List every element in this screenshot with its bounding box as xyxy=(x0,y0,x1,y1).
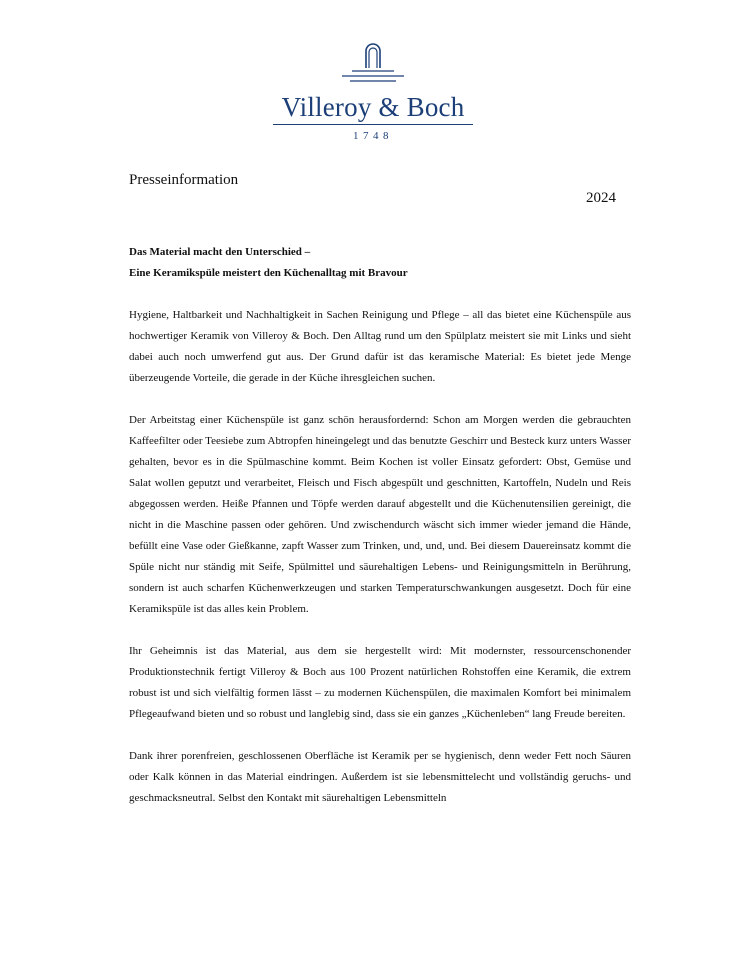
headline-line-1: Das Material macht den Unterschied – xyxy=(129,246,311,258)
headline-line-2: Eine Keramikspüle meistert den Küchenalltag mit Bravour xyxy=(129,267,408,279)
brand-year: 1748 xyxy=(353,130,393,142)
brand-logo xyxy=(0,38,746,142)
headline xyxy=(129,242,629,284)
document-label: Presseinformation xyxy=(129,172,239,188)
paragraph-3: Ihr Geheimnis ist das Material, aus dem sie hergestellt wird: Mit modernster, ressourcenschonender Produktionstechnik fertigt Villeroy & Boch aus 100 Prozent natürlichen Rohstoffen eine Keramik, die extrem robust ist und sich vielfältig formen lässt – zu modernen Küchenspülen, die maximalen Komfort bei minimalem Pflegeaufwand bieten und so robust und langlebig sind, dass sie ein ganzes „Küchenleben“ lang Freude bereiten. xyxy=(129,645,631,720)
fountain-logo-icon xyxy=(328,38,418,88)
paragraph-2: Der Arbeitstag einer Küchenspüle ist ganz schön herausfordernd: Schon am Morgen werden die gebrauchten Kaffeefilter oder Teesiebe zum Abtropfen hineingelegt und das benutzte Geschirr und Besteck kurz unters Wasser gehalten, bevor es in die Spülmaschine kommt. Beim Kochen ist voller Einsatz gefordert: Obst, Gemüse und Salat wollen geputzt und verarbeitet, Fleisch und Fisch abgespült und geschnitten, Kartoffeln, Nudeln und Reis abgegossen werden. Heiße Pfannen und Töpfe werden darauf abgestellt und die Küchenutensilien gereinigt, die nicht in die Maschine passen oder gehören. Und zwischendurch wäscht sich immer wieder jemand die Hände, befüllt eine Vase oder Gießkanne, zapft Wasser zum Trinken, und, und, und. Bei diesem Dauereinsatz kommt die Spüle nicht nur ständig mit Seife, Spülmittel und säurehaltigen Lebens- und Reinigungsmitteln in Berührung, sondern ist auch scharfen Küchenwerkzeugen und starken Temperaturschwankungen ausgesetzt. Doch für eine Keramikspüle ist das alles kein Problem. xyxy=(129,414,631,615)
body-text xyxy=(129,305,631,830)
brand-name: Villeroy & Boch xyxy=(273,92,473,125)
paragraph-1: Hygiene, Haltbarkeit und Nachhaltigkeit in Sachen Reinigung und Pflege – all das bietet eine Küchenspüle aus hochwertiger Keramik von Villeroy & Boch. Den Alltag rund um den Spülplatz meistert sie mit Links und sieht dabei auch noch umwerfend gut aus. Der Grund dafür ist das keramische Material: Es bietet jede Menge überzeugende Vorteile, die gerade in der Küche ihresgleichen suchen. xyxy=(129,309,631,384)
document-year: 2024 xyxy=(586,190,616,206)
paragraph-4: Dank ihrer porenfreien, geschlossenen Oberfläche ist Keramik per se hygienisch, denn weder Fett noch Säuren oder Kalk können in das Material eindringen. Außerdem ist sie lebensmittelecht und vollständig geruchs- und geschmacksneutral. Selbst den Kontakt mit säurehaltigen Lebensmitteln xyxy=(129,750,631,804)
